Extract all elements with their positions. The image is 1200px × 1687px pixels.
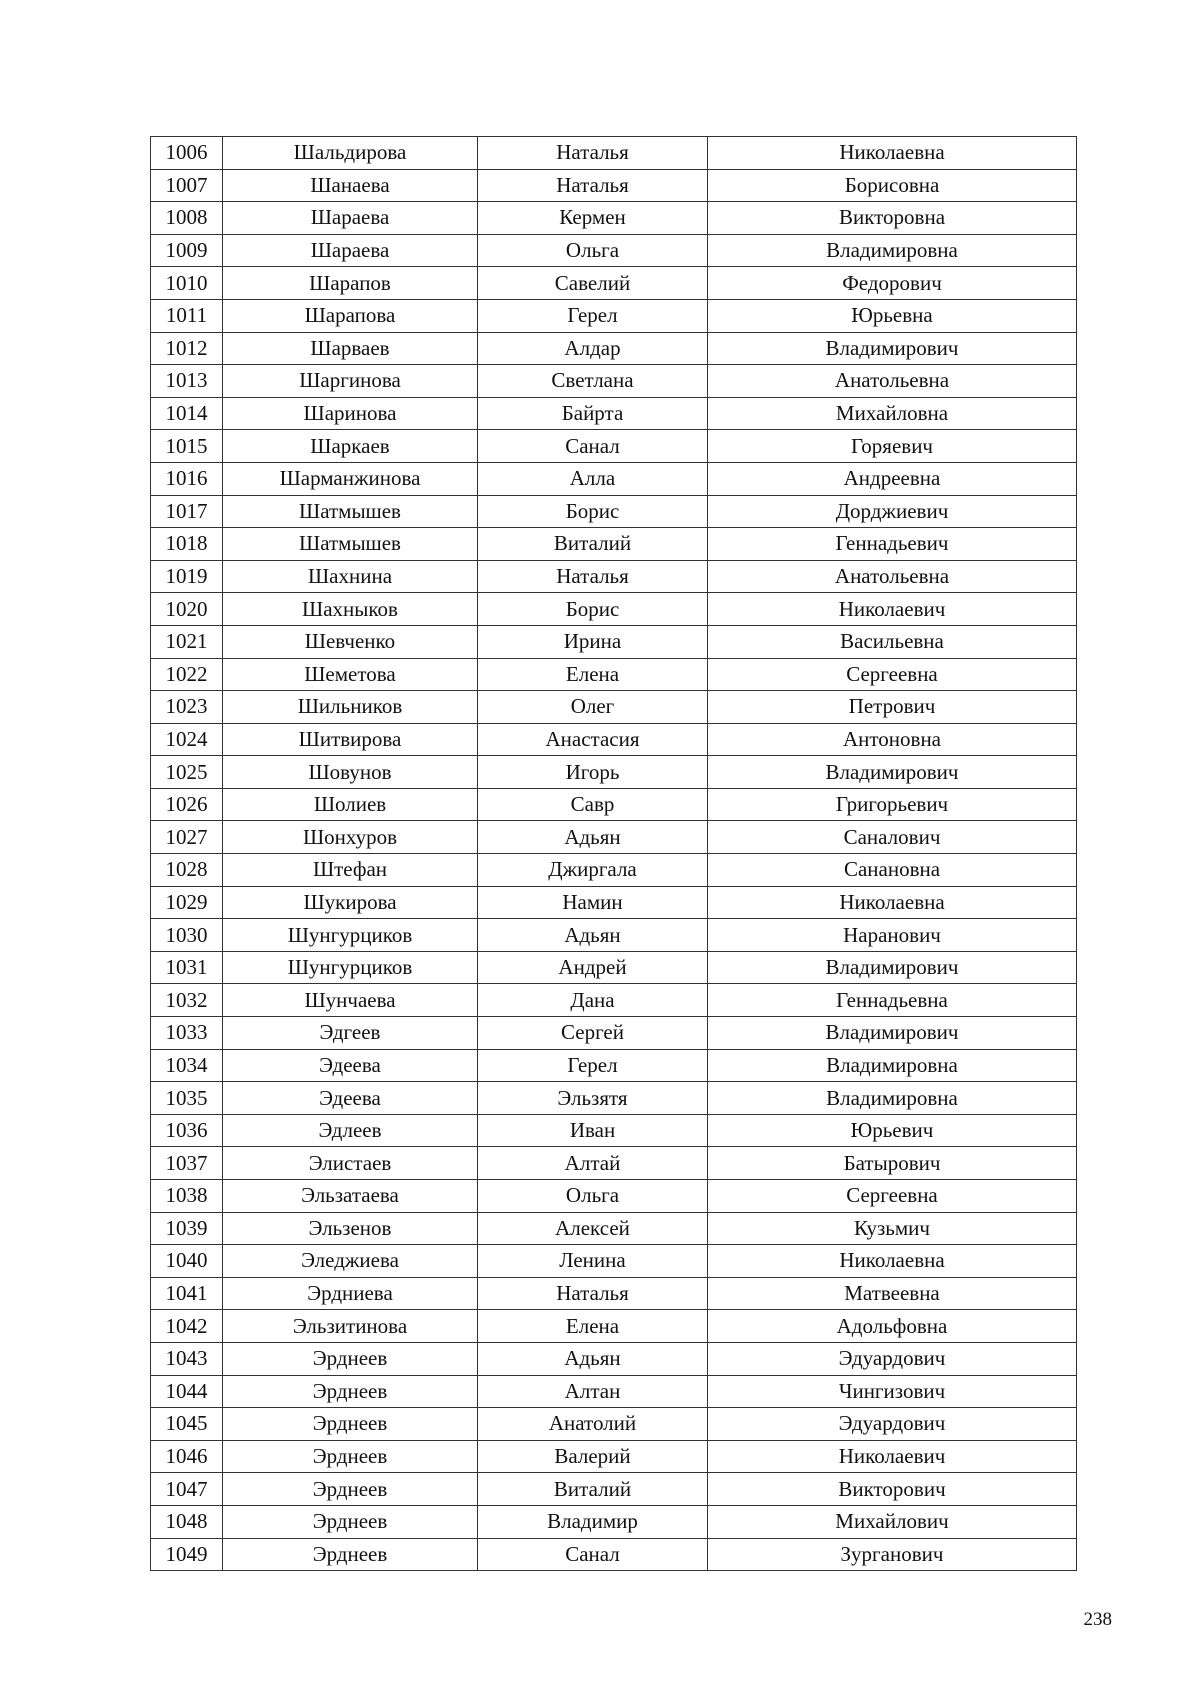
row-number-cell: 1006 [151,137,223,170]
last-name-cell: Шаркаев [223,430,478,463]
row-number-cell: 1034 [151,1049,223,1082]
row-number-cell: 1016 [151,462,223,495]
table-row [151,332,1077,365]
table-row [151,625,1077,658]
row-number-cell: 1012 [151,332,223,365]
last-name-cell: Шарапова [223,299,478,332]
last-name-cell: Шеметова [223,658,478,691]
row-number-cell: 1040 [151,1245,223,1278]
last-name-cell: Эрднеев [223,1473,478,1506]
patronymic-cell: Николаевна [708,137,1077,170]
patronymic-cell: Петрович [708,691,1077,724]
first-name-cell: Эльзятя [478,1082,708,1115]
table-row [151,462,1077,495]
row-number-cell: 1045 [151,1408,223,1441]
table-row [151,691,1077,724]
patronymic-cell: Викторович [708,1473,1077,1506]
table-row [151,1440,1077,1473]
last-name-cell: Штефан [223,854,478,887]
first-name-cell: Джиргала [478,854,708,887]
patronymic-cell: Наранович [708,919,1077,952]
patronymic-cell: Анатольевна [708,365,1077,398]
last-name-cell: Шарапов [223,267,478,300]
patronymic-cell: Владимирович [708,756,1077,789]
first-name-cell: Виталий [478,1473,708,1506]
last-name-cell: Шаринова [223,397,478,430]
last-name-cell: Шовунов [223,756,478,789]
first-name-cell: Анастасия [478,723,708,756]
first-name-cell: Адьян [478,1342,708,1375]
patronymic-cell: Федорович [708,267,1077,300]
first-name-cell: Сергей [478,1017,708,1050]
table-row [151,919,1077,952]
table-row [151,1049,1077,1082]
first-name-cell: Анатолий [478,1408,708,1441]
patronymic-cell: Владимировна [708,1049,1077,1082]
last-name-cell: Эдеева [223,1082,478,1115]
row-number-cell: 1024 [151,723,223,756]
last-name-cell: Шараева [223,234,478,267]
row-number-cell: 1037 [151,1147,223,1180]
table-row [151,397,1077,430]
row-number-cell: 1009 [151,234,223,267]
first-name-cell: Савелий [478,267,708,300]
first-name-cell: Елена [478,658,708,691]
first-name-cell: Санал [478,430,708,463]
last-name-cell: Шатмышев [223,495,478,528]
patronymic-cell: Горяевич [708,430,1077,463]
first-name-cell: Кермен [478,202,708,235]
patronymic-cell: Юрьевна [708,299,1077,332]
row-number-cell: 1048 [151,1505,223,1538]
last-name-cell: Шолиев [223,788,478,821]
first-name-cell: Борис [478,495,708,528]
patronymic-cell: Анатольевна [708,560,1077,593]
row-number-cell: 1043 [151,1342,223,1375]
first-name-cell: Герел [478,1049,708,1082]
patronymic-cell: Дорджиевич [708,495,1077,528]
table-row [151,1245,1077,1278]
table-row [151,1473,1077,1506]
last-name-cell: Шараева [223,202,478,235]
row-number-cell: 1027 [151,821,223,854]
last-name-cell: Шевченко [223,625,478,658]
patronymic-cell: Антоновна [708,723,1077,756]
row-number-cell: 1010 [151,267,223,300]
first-name-cell: Алла [478,462,708,495]
patronymic-cell: Михайловна [708,397,1077,430]
row-number-cell: 1031 [151,951,223,984]
last-name-cell: Шильников [223,691,478,724]
patronymic-cell: Владимирович [708,1017,1077,1050]
first-name-cell: Андрей [478,951,708,984]
patronymic-cell: Санановна [708,854,1077,887]
row-number-cell: 1008 [151,202,223,235]
first-name-cell: Ленина [478,1245,708,1278]
row-number-cell: 1049 [151,1538,223,1571]
row-number-cell: 1046 [151,1440,223,1473]
last-name-cell: Шунчаева [223,984,478,1017]
table-row [151,365,1077,398]
table-row [151,1180,1077,1213]
roster-table-body [151,137,1077,1571]
last-name-cell: Эрдниева [223,1277,478,1310]
row-number-cell: 1042 [151,1310,223,1343]
table-row [151,756,1077,789]
last-name-cell: Эрднеев [223,1342,478,1375]
table-row [151,658,1077,691]
roster-table [150,136,1077,1571]
last-name-cell: Шунгурциков [223,919,478,952]
table-row [151,951,1077,984]
patronymic-cell: Геннадьевич [708,528,1077,561]
row-number-cell: 1013 [151,365,223,398]
patronymic-cell: Владимировна [708,234,1077,267]
table-row [151,1310,1077,1343]
patronymic-cell: Матвеевна [708,1277,1077,1310]
last-name-cell: Эльзатаева [223,1180,478,1213]
last-name-cell: Эрднеев [223,1408,478,1441]
row-number-cell: 1023 [151,691,223,724]
row-number-cell: 1032 [151,984,223,1017]
first-name-cell: Алексей [478,1212,708,1245]
table-row [151,1408,1077,1441]
patronymic-cell: Михайлович [708,1505,1077,1538]
table-row [151,1017,1077,1050]
patronymic-cell: Викторовна [708,202,1077,235]
table-row [151,430,1077,463]
patronymic-cell: Николаевич [708,1440,1077,1473]
first-name-cell: Адьян [478,821,708,854]
patronymic-cell: Юрьевич [708,1114,1077,1147]
last-name-cell: Эдгеев [223,1017,478,1050]
first-name-cell: Светлана [478,365,708,398]
table-row [151,202,1077,235]
first-name-cell: Наталья [478,560,708,593]
table-row [151,267,1077,300]
last-name-cell: Эрднеев [223,1538,478,1571]
last-name-cell: Шахнина [223,560,478,593]
row-number-cell: 1044 [151,1375,223,1408]
row-number-cell: 1015 [151,430,223,463]
table-row [151,1342,1077,1375]
last-name-cell: Эрднеев [223,1505,478,1538]
patronymic-cell: Григорьевич [708,788,1077,821]
last-name-cell: Шитвирова [223,723,478,756]
last-name-cell: Шонхуров [223,821,478,854]
row-number-cell: 1014 [151,397,223,430]
first-name-cell: Алдар [478,332,708,365]
table-row [151,854,1077,887]
first-name-cell: Ирина [478,625,708,658]
table-row [151,984,1077,1017]
table-row [151,528,1077,561]
first-name-cell: Борис [478,593,708,626]
first-name-cell: Наталья [478,137,708,170]
table-row [151,495,1077,528]
table-row [151,886,1077,919]
first-name-cell: Игорь [478,756,708,789]
table-row [151,788,1077,821]
table-row [151,1375,1077,1408]
row-number-cell: 1021 [151,625,223,658]
table-row [151,1114,1077,1147]
last-name-cell: Шанаева [223,169,478,202]
last-name-cell: Шаргинова [223,365,478,398]
patronymic-cell: Адольфовна [708,1310,1077,1343]
patronymic-cell: Батырович [708,1147,1077,1180]
table-row [151,1538,1077,1571]
last-name-cell: Шарманжинова [223,462,478,495]
patronymic-cell: Сергеевна [708,658,1077,691]
table-row [151,560,1077,593]
last-name-cell: Эледжиева [223,1245,478,1278]
row-number-cell: 1041 [151,1277,223,1310]
first-name-cell: Иван [478,1114,708,1147]
patronymic-cell: Владимирович [708,951,1077,984]
table-row [151,1147,1077,1180]
first-name-cell: Ольга [478,1180,708,1213]
row-number-cell: 1036 [151,1114,223,1147]
last-name-cell: Эльзенов [223,1212,478,1245]
row-number-cell: 1026 [151,788,223,821]
patronymic-cell: Кузьмич [708,1212,1077,1245]
patronymic-cell: Сергеевна [708,1180,1077,1213]
first-name-cell: Санал [478,1538,708,1571]
table-row [151,299,1077,332]
patronymic-cell: Владимирович [708,332,1077,365]
page-number: 238 [1083,1609,1112,1630]
first-name-cell: Владимир [478,1505,708,1538]
row-number-cell: 1018 [151,528,223,561]
first-name-cell: Алтай [478,1147,708,1180]
last-name-cell: Шунгурциков [223,951,478,984]
first-name-cell: Елена [478,1310,708,1343]
last-name-cell: Эрднеев [223,1440,478,1473]
last-name-cell: Шукирова [223,886,478,919]
row-number-cell: 1030 [151,919,223,952]
first-name-cell: Намин [478,886,708,919]
row-number-cell: 1039 [151,1212,223,1245]
patronymic-cell: Владимировна [708,1082,1077,1115]
table-row [151,593,1077,626]
row-number-cell: 1038 [151,1180,223,1213]
last-name-cell: Эрднеев [223,1375,478,1408]
patronymic-cell: Саналович [708,821,1077,854]
patronymic-cell: Борисовна [708,169,1077,202]
patronymic-cell: Николаевна [708,1245,1077,1278]
patronymic-cell: Эдуардович [708,1342,1077,1375]
table-row [151,723,1077,756]
table-row [151,1277,1077,1310]
first-name-cell: Наталья [478,1277,708,1310]
last-name-cell: Шахныков [223,593,478,626]
patronymic-cell: Николаевич [708,593,1077,626]
first-name-cell: Алтан [478,1375,708,1408]
first-name-cell: Адьян [478,919,708,952]
table-row [151,137,1077,170]
first-name-cell: Олег [478,691,708,724]
last-name-cell: Шальдирова [223,137,478,170]
row-number-cell: 1047 [151,1473,223,1506]
patronymic-cell: Зурганович [708,1538,1077,1571]
first-name-cell: Герел [478,299,708,332]
last-name-cell: Шатмышев [223,528,478,561]
patronymic-cell: Андреевна [708,462,1077,495]
table-row [151,1505,1077,1538]
patronymic-cell: Чингизович [708,1375,1077,1408]
row-number-cell: 1033 [151,1017,223,1050]
row-number-cell: 1028 [151,854,223,887]
last-name-cell: Элистаев [223,1147,478,1180]
row-number-cell: 1029 [151,886,223,919]
first-name-cell: Дана [478,984,708,1017]
row-number-cell: 1017 [151,495,223,528]
row-number-cell: 1019 [151,560,223,593]
last-name-cell: Эдлеев [223,1114,478,1147]
patronymic-cell: Геннадьевна [708,984,1077,1017]
first-name-cell: Наталья [478,169,708,202]
patronymic-cell: Васильевна [708,625,1077,658]
row-number-cell: 1007 [151,169,223,202]
first-name-cell: Валерий [478,1440,708,1473]
patronymic-cell: Николаевна [708,886,1077,919]
row-number-cell: 1020 [151,593,223,626]
table-row [151,1212,1077,1245]
table-row [151,169,1077,202]
patronymic-cell: Эдуардович [708,1408,1077,1441]
first-name-cell: Байрта [478,397,708,430]
first-name-cell: Виталий [478,528,708,561]
first-name-cell: Ольга [478,234,708,267]
row-number-cell: 1025 [151,756,223,789]
first-name-cell: Савр [478,788,708,821]
row-number-cell: 1035 [151,1082,223,1115]
last-name-cell: Эльзитинова [223,1310,478,1343]
row-number-cell: 1011 [151,299,223,332]
table-row [151,1082,1077,1115]
table-row [151,234,1077,267]
table-row [151,821,1077,854]
last-name-cell: Шарваев [223,332,478,365]
row-number-cell: 1022 [151,658,223,691]
last-name-cell: Эдеева [223,1049,478,1082]
